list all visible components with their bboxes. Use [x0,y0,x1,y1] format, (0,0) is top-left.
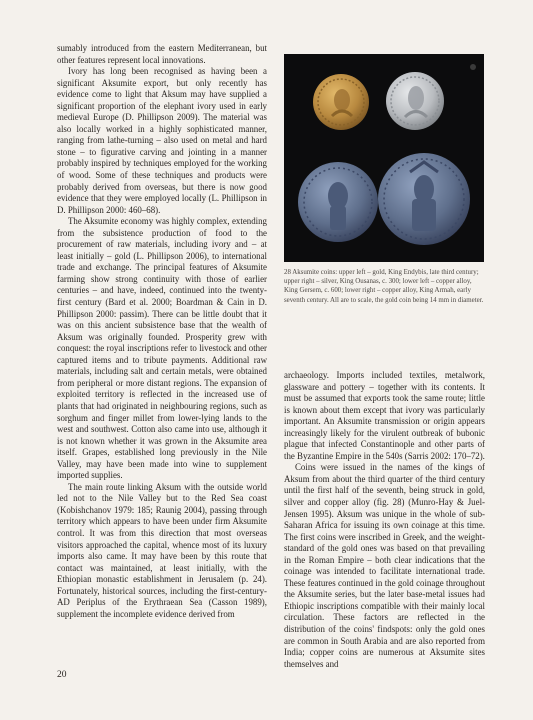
left-paragraph: The Aksumite economy was highly complex, extending from the subsistence production of food to the procurement of raw materials, including ivory and – at least initially – gold (L. Phillipson 2006), to international trade and exchange. The principal features of Aksumite farming show strong continuity with those of earlier centuries – and have, indeed, continued into the twenty-first century (Bard et al. 2000; Boardman & Cain in D. Phillipson 2000: passim). There can be little doubt that it was on this ancient subsistence base that the wealth of Aksum was originally founded. Prosperity grew with conquest: the royal inscriptions refer to livestock and other captured items and to tribute payments. Additional raw materials, including salt and certain metals, were obtained from peripheral or more distant regions. The expansion of exploited territory is reflected in the increased use of plants that had originated in neighbouring regions, such as sorghum and finger millet from lower-lying lands to the west and southwest. Cotton also came into use, although it is not known whether it was grown in the Aksumite area itself. Grapes, established long previously in the Nile Valley, may have been made into wine to supplement imported supplies. [57,216,267,481]
left-paragraph: The main route linking Aksum with the outside world led not to the Nile Valley but to the Red Sea coast (Kobishchanov 1979: 185; Raunig 2004), passing through territory which appears to have been under firm Aksumite control. It was from this direction that most overseas visitors approached the capital, whence most of its luxury imports also came. It may have been by this route that contact was maintained, at least initially, with the Ethiopian monastic establishment in Jerusalem (p. 24). Fortunately, historical sources, including the first-century-AD Periplus of the Erythraean Sea (Casson 1989), supplement the incomplete evidence derived from [57,481,267,619]
coins-illustration [284,54,484,262]
gold-coin [313,74,369,130]
copper-coin-gersem [298,162,378,242]
scale-dot-icon [470,64,476,70]
left-text-column [57,43,267,620]
silver-coin [386,72,444,130]
figure-caption: 28 Aksumite coins: upper left – gold, King Endybis, late third century; upper right – silver, King Ousanas, c. 300; lower left – copper alloy, King Gersem, c. 600; lower right – copper alloy, King Armah, early seventh century. All are to scale, the gold coin being 14 mm in diameter. [284,269,484,304]
right-paragraph: archaeology. Imports included textiles, metalwork, glassware and pottery – together with its contents. It must be assumed that exports took the same route; little is known about them except that ivory was particularly important. An Aksumite transmission or origin appears increasingly likely for the virulent outbreak of bubonic plague that infected Constantinople and other parts of the Byzantine Empire in the 540s (Sarris 2002: 170–72). [284,370,485,461]
left-paragraph: sumably introduced from the eastern Mediterranean, but other features represent local innovations. [57,43,267,65]
left-paragraph: Ivory has long been recognised as having been a significant Aksumite export, but only recently has evidence come to light that Aksum may have supplied a significant proportion of the elephant ivory used in early medieval Europe (D. Phillipson 2009). The material was also locally worked in a highly sophisticated manner, ranging from lathe-turning – also used on metal and hard stone – to figurative carving and jointing in a manner probably inspired by techniques employed for the working of wood. Some of these techniques and products were probably derived from overseas, but there is now good evidence that they were employed locally (L. Phillipson in D. Phillipson 2000: 460–68). [57,66,267,215]
copper-coin-armah [378,153,470,245]
right-text-column [284,370,485,670]
right-paragraph: Coins were issued in the names of the kings of Aksum from about the third quarter of the third century until the first half of the seventh, being struck in gold, silver and copper alloy (fig. 28) (Munro-Hay & Juel-Jensen 1995). Aksum was unique in the whole of sub-Saharan Africa for issuing its own coinage at this time. The first coins were inscribed in Greek, and the weight-standard of the gold ones was based on that prevailing in the Roman Empire – both clear indications that the coinage was intended to facilitate international trade. These features continued in the gold coinage throughout the Aksumite series, but the later base-metal issues had Ethiopic inscriptions compatible with their mainly local circulation. These factors are reflected in the distribution of the coins' findspots: only the gold ones are common in South Arabia and are also reported from India; copper coins are numerous at Aksumite sites themselves and [284,462,485,669]
coins-photograph [284,54,484,262]
page-number: 20 [57,670,67,680]
